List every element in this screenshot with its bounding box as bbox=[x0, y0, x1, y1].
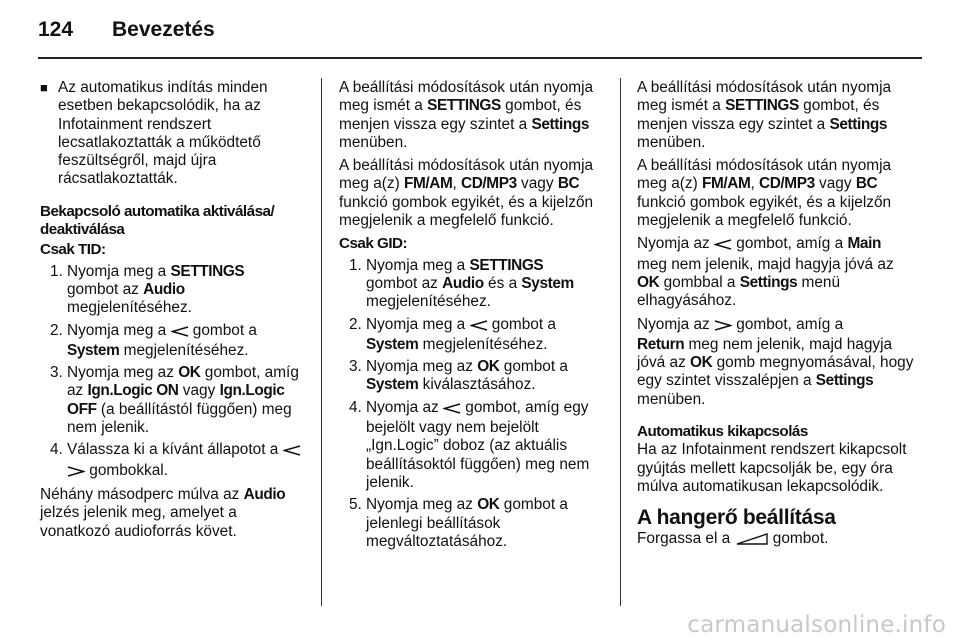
step-item bbox=[50, 364, 310, 437]
step-number: 2. bbox=[50, 321, 63, 339]
step-bold: Audio bbox=[143, 280, 185, 298]
step-text: kiválasztásához. bbox=[418, 376, 536, 394]
left-triangle-icon bbox=[714, 237, 732, 255]
step-item bbox=[50, 441, 310, 482]
step-text: gombot, amíg egy bejelölt vagy nem bejelölt „Ign.Logic” doboz (az aktuális beállításoktól függően) meg nem jelenik. bbox=[366, 398, 590, 491]
left-triangle-icon bbox=[470, 318, 488, 336]
para-bold: Main bbox=[847, 235, 881, 253]
step-number: 2. bbox=[349, 315, 362, 333]
step-item bbox=[349, 257, 611, 312]
para-bold: SETTINGS bbox=[725, 97, 799, 115]
section-heading: Automatikus kikapcsolás bbox=[637, 423, 808, 441]
paragraph bbox=[637, 530, 915, 550]
step-number: 4. bbox=[50, 441, 63, 459]
step-text: és a bbox=[483, 274, 522, 292]
step-text: (a beállítástól függően) meg nem jelenik. bbox=[67, 400, 292, 437]
step-text: megjelenítéséhez. bbox=[418, 335, 548, 353]
step-text: Nyomja meg a bbox=[67, 262, 171, 280]
page-header bbox=[38, 18, 215, 42]
para-text: gombot, és menjen vissza egy szintet a bbox=[339, 97, 582, 133]
para-text: funkció gombok egyikét, és a kijelzőn megjelenik a megfelelő funkció. bbox=[339, 193, 594, 230]
para-bold: SETTINGS bbox=[427, 97, 501, 115]
step-text: Nyomja meg az bbox=[366, 358, 478, 376]
para-text: A beállítási módosítások után nyomja meg ismét a bbox=[637, 79, 892, 115]
para-text: Nyomja az bbox=[637, 315, 714, 333]
section-heading: Bekapcsoló automatika aktiválása/ deaktiválása bbox=[40, 202, 275, 239]
step-text: gombot a bbox=[487, 315, 556, 333]
para-text: vagy bbox=[814, 175, 856, 193]
subheading: Csak TID: bbox=[40, 241, 106, 259]
step-bold: System bbox=[521, 274, 574, 292]
para-text: menü elhagyásához. bbox=[637, 273, 841, 310]
step-text: Nyomja meg a bbox=[366, 315, 470, 333]
step-item bbox=[349, 399, 611, 492]
step-bold: SETTINGS bbox=[170, 262, 245, 280]
step-text: gombot az bbox=[67, 280, 144, 298]
step-text: Nyomja meg a bbox=[67, 321, 171, 339]
step-bold: Ign.Logic OFF bbox=[67, 382, 285, 418]
para-text: menüben. bbox=[339, 133, 408, 151]
para-text: meg nem jelenik, majd hagyja jóvá az bbox=[637, 255, 894, 273]
para-bold: Settings bbox=[829, 115, 887, 133]
step-text: vagy bbox=[178, 382, 220, 400]
para-bold: FM/AM bbox=[702, 175, 751, 193]
step-text: gombot a bbox=[499, 358, 568, 376]
para-bold: CD/MP3 bbox=[461, 175, 517, 193]
step-text: gombokkal. bbox=[85, 461, 168, 479]
volume-knob-icon bbox=[735, 532, 769, 550]
para-text: Nyomja az bbox=[637, 235, 714, 253]
para-text: gombot, amíg a bbox=[731, 315, 844, 333]
left-triangle-icon bbox=[283, 443, 301, 461]
step-item bbox=[349, 316, 611, 355]
para-text: meg nem jelenik, majd hagyja jóvá az bbox=[637, 335, 893, 372]
para-text: gombot, amíg a bbox=[731, 235, 848, 253]
para-bold: FM/AM bbox=[404, 175, 453, 193]
step-number: 1. bbox=[349, 256, 362, 274]
para-bold: BC bbox=[855, 175, 878, 193]
para-text: A beállítási módosítások után nyomja meg a(z) bbox=[339, 157, 594, 193]
step-text: megjelenítéséhez. bbox=[119, 341, 249, 359]
step-bold: OK bbox=[477, 358, 500, 376]
para-bold: OK bbox=[637, 273, 660, 291]
para-text: A beállítási módosítások után nyomja meg ismét a bbox=[339, 79, 594, 115]
column-divider-1 bbox=[321, 78, 322, 606]
step-bold: System bbox=[366, 335, 419, 353]
step-bold: OK bbox=[477, 496, 500, 514]
step-text: Nyomja meg az bbox=[67, 364, 179, 382]
header-rule bbox=[38, 57, 922, 59]
step-number: 1. bbox=[50, 262, 63, 280]
page-title: Bevezetés bbox=[112, 18, 215, 41]
step-item bbox=[50, 322, 310, 361]
section-title: A hangerő beállítása bbox=[637, 506, 836, 530]
paragraph bbox=[40, 486, 310, 541]
paragraph bbox=[637, 79, 915, 152]
para-bold: Settings bbox=[815, 372, 874, 390]
bullet-text: Az automatikus indítás minden esetben bekapcsolódik, ha az Infotainment rendszert lecsatlakoztatták a működtető feszültségről, majd újra rácsatlakoztatták. bbox=[58, 79, 268, 188]
step-text: Nyomja az bbox=[366, 398, 443, 416]
step-text: megjelenítéséhez. bbox=[366, 293, 491, 311]
step-text: megjelenítéséhez. bbox=[67, 299, 192, 317]
step-bold: OK bbox=[178, 364, 201, 382]
column-divider-2 bbox=[620, 78, 621, 606]
para-bold: CD/MP3 bbox=[759, 175, 815, 193]
left-triangle-icon bbox=[171, 324, 189, 342]
step-item bbox=[349, 496, 611, 551]
para-bold: OK bbox=[690, 354, 713, 372]
step-text: gombot, amíg az bbox=[67, 364, 299, 400]
step-item bbox=[349, 358, 611, 395]
step-text: gombot az bbox=[366, 274, 443, 292]
para-text: menüben. bbox=[637, 133, 706, 151]
steps-list bbox=[50, 263, 310, 482]
para-text: menüben. bbox=[637, 390, 706, 408]
subheading: Csak GID: bbox=[339, 235, 408, 253]
para-text: Forgassa el a bbox=[637, 530, 735, 548]
step-number: 3. bbox=[349, 358, 362, 376]
right-triangle-icon bbox=[714, 318, 732, 336]
step-text: gombot a bbox=[188, 321, 257, 339]
para-bold: Settings bbox=[739, 273, 798, 291]
para-text: vagy bbox=[516, 175, 558, 193]
para-text: Néhány másodperc múlva az bbox=[40, 485, 244, 503]
para-text: gomb megnyomásával, hogy egy szintet visszalépjen a bbox=[637, 354, 914, 390]
para-bold: BC bbox=[557, 175, 580, 193]
para-text: gombbal a bbox=[659, 273, 740, 291]
page-number: 124 bbox=[38, 18, 74, 41]
column-2 bbox=[339, 79, 611, 555]
column-1 bbox=[40, 79, 310, 546]
step-bold: Ign.Logic ON bbox=[87, 382, 179, 400]
para-bold: Audio bbox=[243, 485, 286, 503]
step-number: 4. bbox=[349, 398, 362, 416]
step-text: Válassza ki a kívánt állapotot a bbox=[67, 441, 283, 459]
paragraph bbox=[339, 157, 611, 230]
step-bold: System bbox=[366, 376, 419, 394]
para-bold: Settings bbox=[531, 115, 589, 133]
para-text: gombot. bbox=[768, 530, 829, 548]
steps-list bbox=[349, 257, 611, 551]
step-text: Nyomja meg a bbox=[366, 256, 470, 274]
bullet-item bbox=[40, 79, 310, 189]
para-text: funkció gombok egyikét, és a kijelzőn megjelenik a megfelelő funkció. bbox=[637, 193, 892, 230]
step-text: gombot a jelenlegi beállítások megváltoztatásához. bbox=[366, 496, 568, 550]
step-bold: System bbox=[67, 341, 120, 359]
step-text: Nyomja meg az bbox=[366, 496, 478, 514]
paragraph bbox=[339, 79, 611, 152]
watermark: carmanualsonline.info bbox=[687, 612, 946, 638]
step-number: 5. bbox=[349, 496, 362, 514]
step-bold: Audio bbox=[442, 274, 484, 292]
para-bold: Return bbox=[637, 335, 685, 353]
para-text: A beállítási módosítások után nyomja meg a(z) bbox=[637, 157, 892, 193]
paragraph bbox=[637, 157, 915, 230]
para-text: , bbox=[452, 175, 461, 193]
step-bold: SETTINGS bbox=[469, 256, 544, 274]
left-triangle-icon bbox=[443, 401, 461, 419]
para-text: , bbox=[750, 175, 759, 193]
right-triangle-icon bbox=[67, 464, 85, 482]
para-text: jelzés jelenik meg, amelyet a vonatkozó audioforrás követ. bbox=[40, 504, 237, 540]
step-item bbox=[50, 263, 310, 318]
paragraph: Ha az Infotainment rendszert kikapcsolt gyújtás mellett kapcsolják be, egy óra múlva automatikusan lekapcsolódik. bbox=[637, 441, 907, 495]
bullet-marker: ■ bbox=[40, 80, 48, 95]
paragraph bbox=[637, 316, 915, 409]
step-number: 3. bbox=[50, 364, 63, 382]
paragraph bbox=[637, 235, 915, 310]
column-3 bbox=[637, 79, 915, 556]
para-text: gombot, és menjen vissza egy szintet a bbox=[637, 97, 880, 133]
